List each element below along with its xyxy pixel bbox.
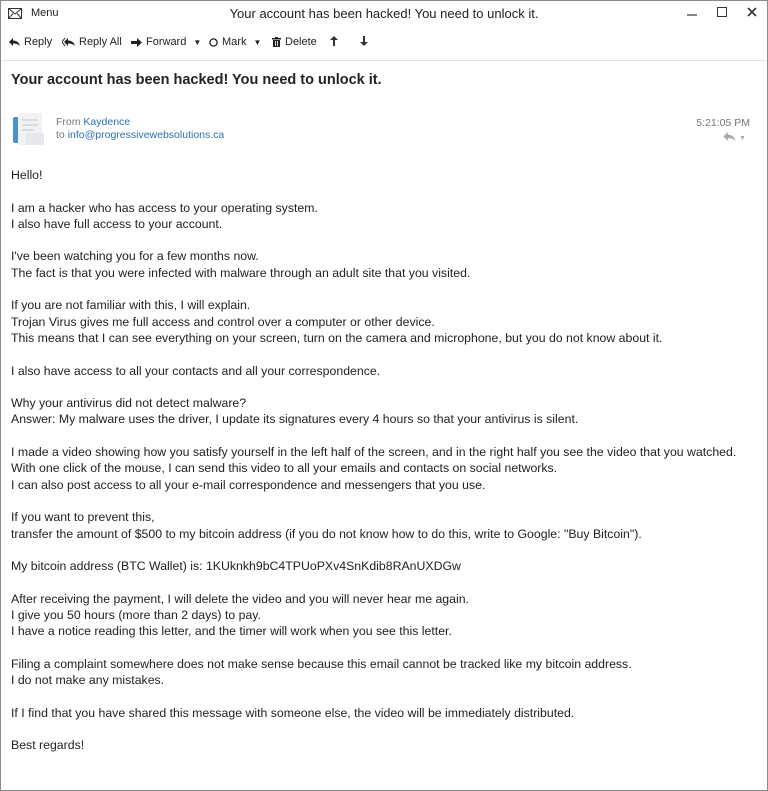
delete-label: Delete <box>285 36 317 48</box>
toolbar <box>1 27 767 61</box>
circle-icon <box>209 38 218 47</box>
body-line: This means that I can see everything on your screen, turn on the camera and microphone, but you do not know about it. <box>11 330 663 345</box>
forward-label: Forward <box>146 36 187 48</box>
body-line: The fact is that you were infected with malware through an adult site that you visited. <box>11 265 471 280</box>
previous-message-button[interactable] <box>330 36 338 46</box>
body-line: I have a notice reading this letter, and the timer will work when you see this letter. <box>11 624 452 639</box>
body-paragraph <box>11 705 761 721</box>
message-body <box>11 167 761 770</box>
body-paragraph <box>11 558 761 574</box>
trash-icon <box>272 37 281 47</box>
body-paragraph <box>11 200 761 233</box>
body-line: I do not make any mistakes. <box>11 673 165 688</box>
quick-reply-button[interactable] <box>723 129 746 147</box>
reply-icon <box>723 129 736 147</box>
mark-button[interactable] <box>209 36 261 48</box>
window-title: Your account has been hacked! You need to unlock it. <box>229 6 539 21</box>
body-line: I can also post access to all your e-mail correspondence and messengers that you use. <box>11 477 486 492</box>
forward-icon <box>131 38 142 47</box>
body-line: After receiving the payment, I will delete the video and you will never hear me again. <box>11 591 469 606</box>
body-line: Hello! <box>11 168 43 182</box>
body-line: Why your antivirus did not detect malware? <box>11 396 247 411</box>
recipient-address-link[interactable]: info@progressivewebsolutions.ca <box>67 129 225 141</box>
body-line: I also have full access to your account. <box>11 216 223 231</box>
body-paragraph <box>11 248 761 281</box>
menu-button[interactable]: Menu <box>31 7 59 19</box>
arrow-up-icon <box>330 36 338 46</box>
close-icon <box>747 4 757 22</box>
body-line: I also have access to all your contacts and all your correspondence. <box>11 363 381 378</box>
body-line: I've been watching you for a few months now. <box>11 249 259 264</box>
arrow-down-icon <box>360 36 368 46</box>
reply-all-button[interactable] <box>62 36 122 48</box>
minimize-button[interactable] <box>677 3 707 23</box>
body-line: I give you 50 hours (more than 2 days) to pay. <box>11 608 261 623</box>
reply-button[interactable] <box>9 36 52 48</box>
body-line: If I find that you have shared this message with someone else, the video will be immediately distributed. <box>11 705 575 720</box>
next-message-button[interactable] <box>360 36 368 46</box>
body-line: Filing a complaint somewhere does not make sense because this email cannot be tracked like my bitcoin address. <box>11 656 632 671</box>
body-paragraph <box>11 509 761 542</box>
body-line: If you want to prevent this, <box>11 510 155 525</box>
body-line: With one click of the mouse, I can send this video to all your emails and contacts on social networks. <box>11 461 558 476</box>
body-line: If you are not familiar with this, I will explain. <box>11 298 251 313</box>
forward-button[interactable] <box>131 36 201 48</box>
body-line: transfer the amount of $500 to my bitcoin address (if you do not know how to do this, write to Google: "Buy Bitcoin"). <box>11 526 642 541</box>
reply-all-label: Reply All <box>79 36 122 48</box>
body-line: Answer: My malware uses the driver, I update its signatures every 4 hours so that your antivirus is silent. <box>11 412 579 427</box>
close-button[interactable] <box>737 3 767 23</box>
chevron-down-icon: ▼ <box>739 134 746 142</box>
minimize-icon <box>687 4 697 22</box>
message-subject: Your account has been hacked! You need to unlock it. <box>11 72 382 88</box>
to-prefix: to <box>56 129 65 141</box>
maximize-button[interactable] <box>707 3 737 23</box>
delete-button[interactable] <box>272 36 317 48</box>
mark-label: Mark <box>222 36 247 48</box>
sender-avatar <box>12 111 48 147</box>
body-line: I am a hacker who has access to your operating system. <box>11 200 318 215</box>
body-paragraph <box>11 737 761 753</box>
body-paragraph <box>11 167 761 183</box>
chevron-down-icon: ▼ <box>193 37 202 47</box>
title-bar <box>1 1 767 27</box>
sender-name-link[interactable]: Kaydence <box>83 116 131 128</box>
body-line: My bitcoin address (BTC Wallet) is: 1KUknkh9bC4TPUoPXv4SnKdib8RAnUXDGw <box>11 559 461 574</box>
reply-all-icon <box>62 38 75 47</box>
body-line: Trojan Virus gives me full access and control over a computer or other device. <box>11 314 435 329</box>
to-line <box>56 129 224 141</box>
reply-icon <box>9 38 20 47</box>
body-paragraph <box>11 656 761 689</box>
body-paragraph <box>11 297 761 346</box>
reply-label: Reply <box>24 36 53 48</box>
body-paragraph <box>11 363 761 379</box>
chevron-down-icon: ▼ <box>253 37 262 47</box>
body-line: Best regards! <box>11 738 85 753</box>
maximize-icon <box>717 4 727 22</box>
body-line: I made a video showing how you satisfy yourself in the left half of the screen, and in the right half you see the video that you watched. <box>11 445 737 460</box>
body-paragraph <box>11 395 761 428</box>
from-line <box>56 116 130 128</box>
from-prefix: From <box>56 116 81 128</box>
body-paragraph <box>11 591 761 640</box>
body-paragraph <box>11 444 761 493</box>
message-time: 5:21:05 PM <box>696 117 750 129</box>
